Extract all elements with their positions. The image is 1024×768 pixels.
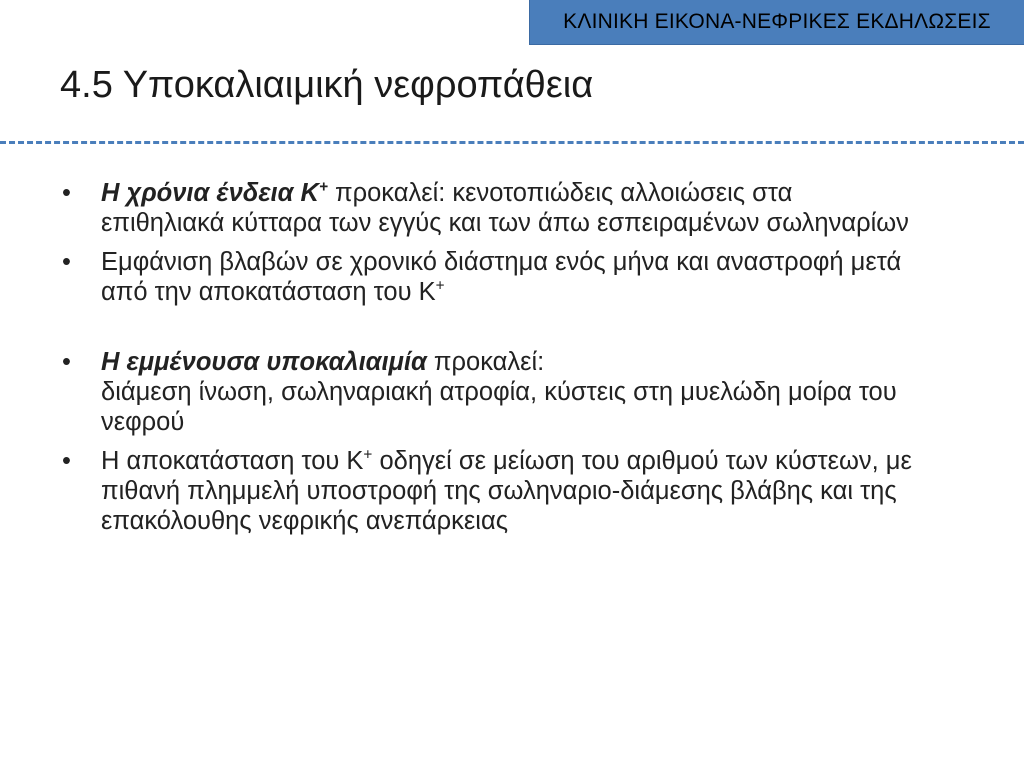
bullet-emphasis: [101, 179, 328, 207]
bullet-item-2: [60, 247, 920, 307]
bullet-icon: •: [62, 179, 71, 207]
bullet-list: [60, 178, 920, 545]
slide-title: 4.5 Υποκαλιαιμική νεφροπάθεια: [60, 64, 594, 106]
bullet-text-continued: διάμεση ίνωση, σωληναριακή ατροφία, κύστεις στη μυελώδη μοίρα του νεφρού: [101, 378, 897, 436]
bullet-text-continued: οδηγεί σε μείωση του αριθμού των κύστεων, με πιθανή πλημμελή υποστροφή της σωληναριο-διάμεσης βλάβης και της επακόλουθης νεφρικής ανεπάρκειας: [101, 447, 912, 535]
superscript: +: [363, 446, 373, 464]
dashed-divider: [0, 141, 1024, 144]
bullet-icon: •: [62, 248, 71, 276]
bullet-emphasis: Η εμμένουσα υποκαλιαιμία: [101, 348, 427, 376]
superscript: +: [318, 178, 328, 196]
bullet-text: προκαλεί: κενοτοπιώδεις αλλοιώσεις στα επιθηλιακά κύτταρα των εγγύς και των άπω εσπειραμένων σωληναρίων: [101, 179, 909, 237]
bullet-item-1: [60, 178, 920, 238]
bullet-icon: •: [62, 447, 71, 475]
section-tag: ΚΛΙΝΙΚΗ ΕΙΚΟΝΑ-ΝΕΦΡΙΚΕΣ ΕΚΔΗΛΩΣΕΙΣ: [529, 0, 1024, 45]
bullet-text: Η αποκατάσταση του Κ: [101, 447, 364, 475]
bullet-icon: •: [62, 348, 71, 376]
bullet-item-4: [60, 446, 920, 536]
superscript: +: [435, 277, 445, 295]
bullet-text: Εμφάνιση βλαβών σε χρονικό διάστημα ενός μήνα και αναστροφή μετά από την αποκατάσταση του Κ: [101, 248, 902, 306]
bullet-item-3: [60, 347, 920, 437]
emphasis-text: Η χρόνια ένδεια Κ: [101, 179, 319, 207]
bullet-text: προκαλεί:: [426, 348, 545, 376]
